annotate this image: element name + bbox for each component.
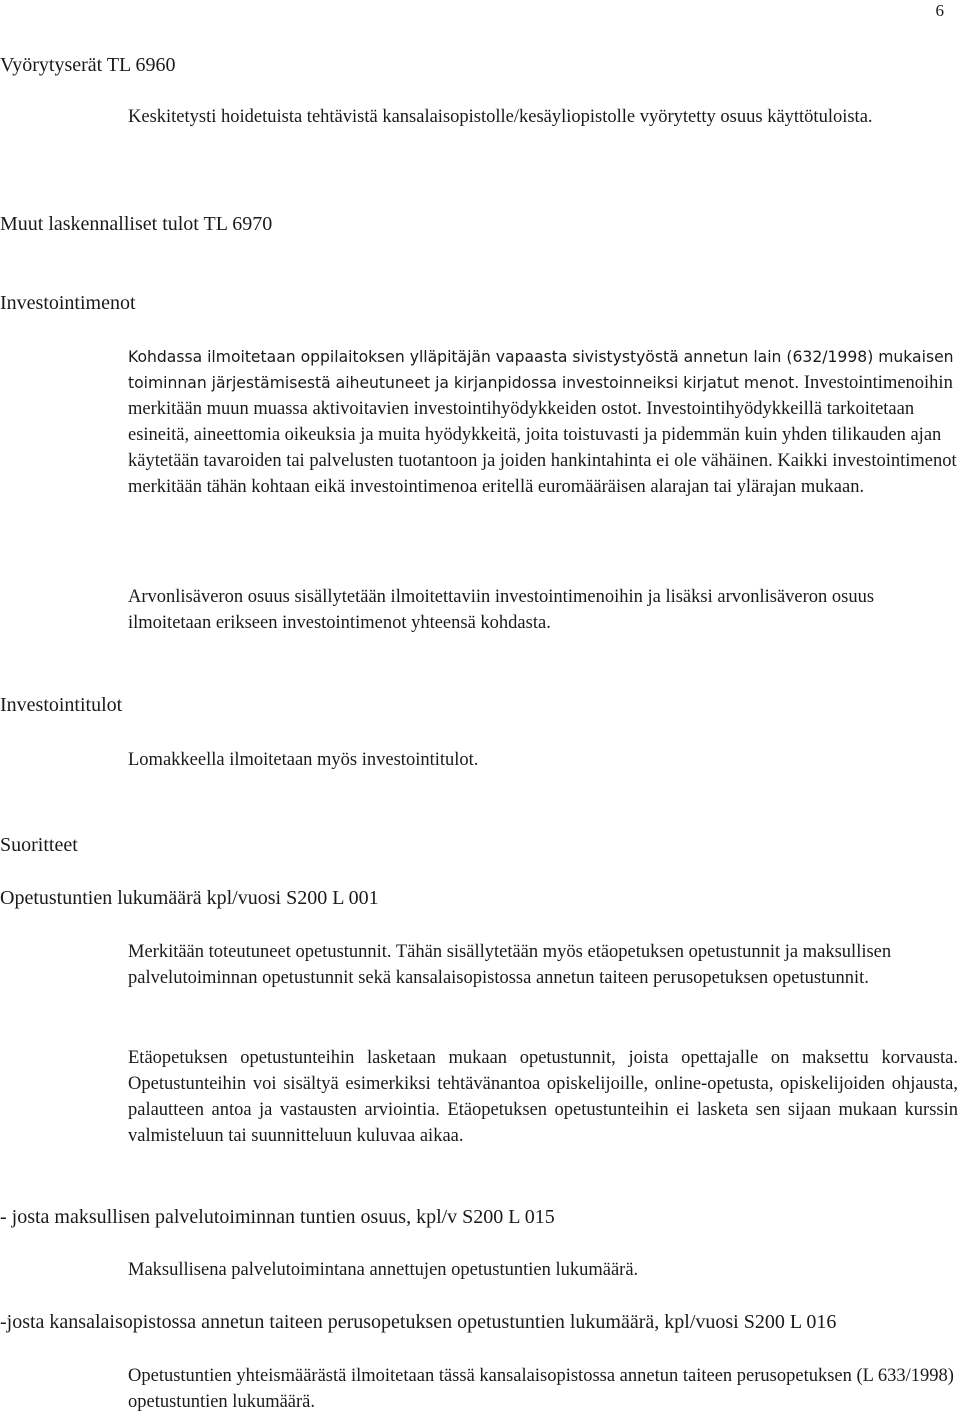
heading-maksullinen: - josta maksullisen palvelutoiminnan tuntien osuus, kpl/v S200 L 015 [0,1206,555,1228]
heading-investointimenot: Investointimenot [0,292,136,314]
text-investointimenot-1 [128,344,958,500]
text-taiteen-perusopetus: Opetustuntien yhteismäärästä ilmoitetaan tässä kansalaisopistossa annetun taiteen perusopetuksen (L 633/1998) opetustuntien lukumäärä. [128,1366,954,1412]
text-investointimenot-1-serif: Investointimenoihin merkitään muun muassa aktivoitavien investointihyödykkeiden ostot. Investointihyödykkeillä tarkoitetaan esineitä, aineettomia oikeuksia ja muita hyödykkeitä, joita toistuvasti ja pidemmän kuin yhden tilikauden ajan käytetään tavaroiden tai palvelusten tuotantoon ja joiden hankintahinta ei ole vähäinen. Kaikki investointimenot merkitään tähän kohtaan eikä investointimenoa eritellä euromääräisen alarajan tai ylärajan mukaan. [128,373,957,497]
heading-suoritteet: Suoritteet [0,834,78,856]
heading-muut-laskennalliset: Muut laskennalliset tulot TL 6970 [0,213,273,235]
text-investointimenot-2: Arvonlisäveron osuus sisällytetään ilmoitettaviin investointimenoihin ja lisäksi arvonlisäveron osuus ilmoitetaan erikseen investointimenot yhteensä kohdasta. [128,587,875,633]
text-investointimenot-1-sans: Kohdassa ilmoitetaan oppilaitoksen ylläpitäjän vapaasta sivistystyöstä annetun lain (632/1998) mukaisen toiminnan järjestämisestä aiheutuneet ja kirjanpidossa investoinneiksi kirjatut menot. [128,348,954,392]
heading-vyorytyserat: Vyörytyserät TL 6960 [0,54,176,76]
text-opetustuntien-2: Etäopetuksen opetustunteihin lasketaan mukaan opetustunnit, joista opettajalle on maksettu korvausta. Opetustunteihin voi sisältyä esimerkiksi tehtävänantoa opiskelijoille, online-opetusta, opiskelijoiden ohjausta, palautteen antoa ja vastausten arviointia. Etäopetuksen opetustunteihin ei lasketa sen sijaan mukaan kurssin valmisteluun tai suunnitteluun kuluvaa aikaa. [128,1048,958,1146]
heading-taiteen-perusopetus: -josta kansalaisopistossa annetun taiteen perusopetuksen opetustuntien lukumäärä, kpl/vuosi S200 L 016 [0,1311,837,1333]
heading-investointitulot: Investointitulot [0,694,123,716]
text-investointitulot: Lomakkeella ilmoitetaan myös investointitulot. [128,750,479,770]
text-vyorytyserat: Keskitetysti hoidetuista tehtävistä kansalaisopistolle/kesäyliopistolle vyörytetty osuus käyttötuloista. [128,107,873,127]
text-maksullinen: Maksullisena palvelutoimintana annettujen opetustuntien lukumäärä. [128,1260,639,1280]
text-opetustuntien-1: Merkitään toteutuneet opetustunnit. Tähän sisällytetään myös etäopetuksen opetustunnit ja maksullisen palvelutoiminnan opetustunnit sekä kansalaisopistossa annetun taiteen perusopetuksen opetustunnit. [128,942,892,988]
page-number: 6 [935,1,944,20]
heading-opetustuntien-lukumaara: Opetustuntien lukumäärä kpl/vuosi S200 L 001 [0,887,379,909]
